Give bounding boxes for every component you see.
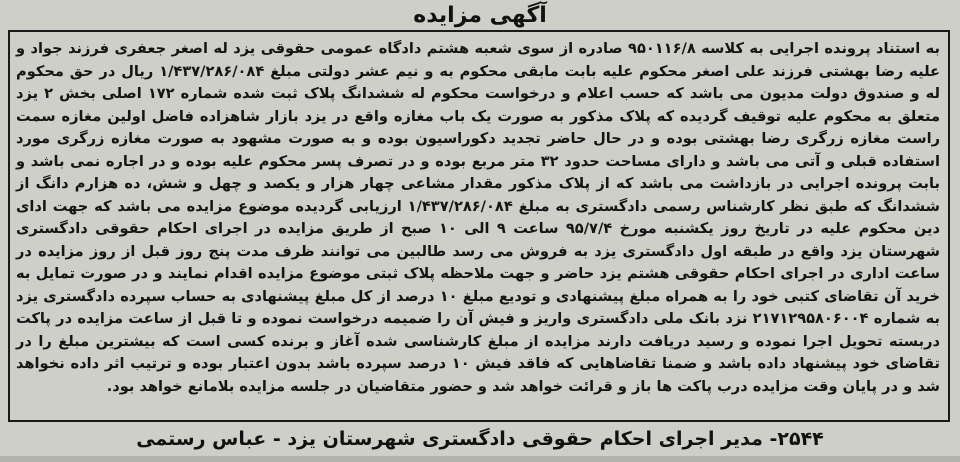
notice-footer-signature: ۲۵۴۴- مدیر اجرای احکام حقوقی دادگستری شهرستان یزد - عباس رستمی bbox=[136, 428, 824, 450]
notice-body: به استناد پرونده اجرایی به کلاسه ۹۵۰۱۱۶/۸ صادره از سوی شعبه هشتم دادگاه عمومی حقوقی یزد له اصغر جعفری فرزند جواد و علیه رضا بهشتی فرزند علی اصغر محکوم علیه بابت مابقی محکوم به و نیم عشر دولتی مبلغ ۱/۴۳۷/۲۸۶/۰۸۴ ریال در حق محکوم له و صندوق دولت مدیون می باشد که حسب اعلام و درخواست محکوم له ششدانگ پلاک ثبت شده شماره ۱۷۲ اصلی بخش ۲ یزد متعلق به محکوم علیه توقیف گردیده که پلاک مذکور به صورت یک باب مغازه واقع در یزد بازار شاهزاده فاضل اولین مغازه سمت راست مغازه زرگری رضا بهشتی بوده و در حال حاضر تجدید دکوراسیون بوده و به صورت مشهود به صورت مغازه زرگری مورد استفاده قبلی و آتی می باشد و دارای مساحت حدود ۳۲ متر مربع بوده و در تصرف پسر محکوم علیه بوده و در اجاره نمی باشد و بابت پرونده اجرایی در بازداشت می باشد که از پلاک مذکور مقدار مشاعی چهار هزار و یکصد و چهل و شش، ده هزارم دانگ از ششدانگ که طبق نظر کارشناس رسمی دادگستری به مبلغ ۱/۴۳۷/۲۸۶/۰۸۴ ارزیابی گردیده موضوع مزایده می باشد که جهت ادای دین محکوم علیه در تاریخ روز یکشنبه مورخ ۹۵/۷/۴ ساعت ۹ الی ۱۰ صبح از طریق مزایده در اجرای احکام حقوقی دادگستری شهرستان یزد واقع در طبقه اول دادگستری یزد به فروش می رسد طالبین می توانند ظرف مدت پنج روز قبل از روز مزایده در ساعت اداری در اجرای احکام حقوقی هشتم یزد حاضر و جهت ملاحظه پلاک ثبتی موضوع مزایده اقدام نمایند و در صورت تمایل به خرید آن تقاضای کتبی خود را به همراه مبلغ پیشنهادی و تودیع مبلغ ۱۰ درصد از کل مبلغ پیشنهادی به حساب سپرده دادگستری یزد به شماره ۲۱۷۱۲۹۵۸۰۶۰۰۴ نزد بانک ملی دادگستری واریز و فیش آن را ضمیمه درخواست نموده و تا قبل از ساعت مزایده در پاکت دربسته تحویل اجرا نموده و رسید دریافت دارند مزایده از مبلغ کارشناسی شده آغاز و برنده کسی است که بیشترین مبلغ را در تقاضای خود پیشنهاد داده باشد و ضمنا تقاضاهایی که فاقد فیش ۱۰ درصد سپرده باشد بدون اعتبار بوده و ترتیب اثر داده نخواهد شد و در پایان وقت مزایده درب پاکت ها باز و قرائت خواهد شد و حضور متقاضیان در جلسه مزایده بلامانع خواهد بود. bbox=[16, 40, 941, 395]
notice-title: آگهی مزایده bbox=[413, 3, 547, 28]
page-edge bbox=[0, 456, 960, 462]
